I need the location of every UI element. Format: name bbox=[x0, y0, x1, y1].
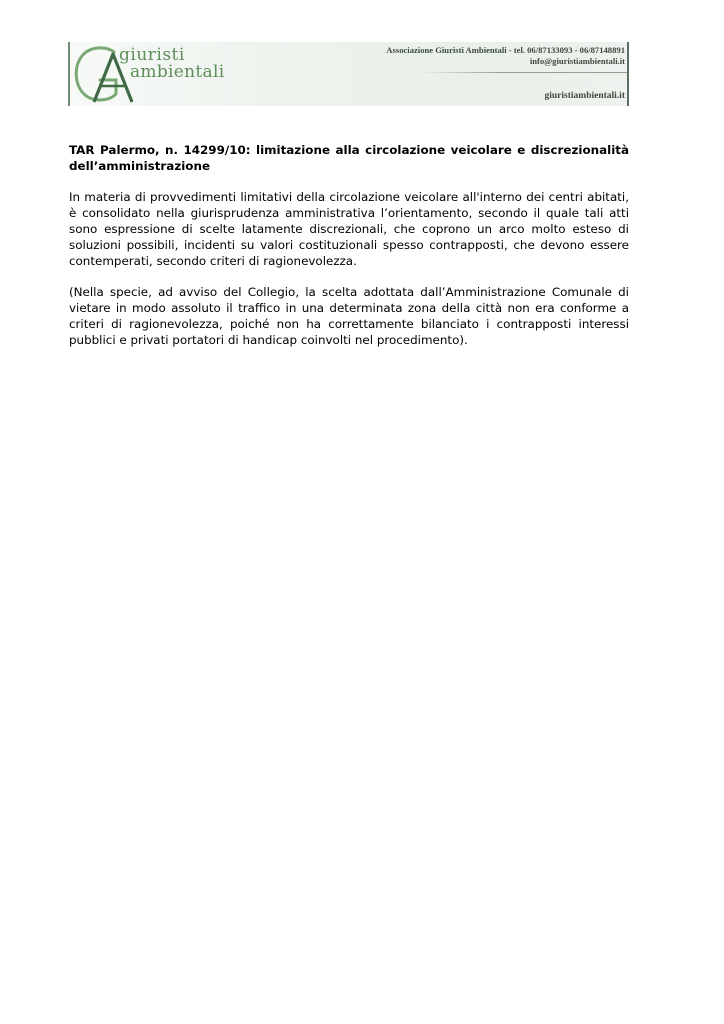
article-title: TAR Palermo, n. 14299/10: limitazione alla circolazione veicolare e discrezionalità dell’amministrazione bbox=[69, 143, 629, 173]
website-link: giuristiambientali.it bbox=[544, 91, 625, 101]
contact-block bbox=[386, 45, 625, 67]
article-paragraph: (Nella specie, ad avviso del Collegio, la scelta adottata dall’Amministrazione Comunale di vietare in modo assoluto il traffico in una determinata zona della città non era conforme a criteri di ragionevolezza, poiché non ha correttamente bilanciato i contrapposti interessi pubblici e privati portatori di handicap coinvolti nel procedimento). bbox=[69, 285, 629, 347]
contact-email: info@giuristiambientali.it bbox=[529, 56, 625, 66]
banner-right-rule bbox=[627, 42, 629, 106]
logo-word-giuristi: giuristi bbox=[119, 45, 185, 65]
contact-phone-line: Associazione Giuristi Ambientali - tel. 06/87133093 - 06/87148891 bbox=[386, 45, 625, 55]
logo-word-ambientali: ambientali bbox=[130, 62, 225, 82]
article-paragraph: In materia di provvedimenti limitativi della circolazione veicolare all'interno dei centri abitati, è consolidato nella giurisprudenza amministrativa l’orientamento, secondo il quale tali atti sono espressione di scelte latamente discrezionali, che coprono un arco molto esteso di soluzioni possibili, incidenti su valori costituzionali spesso contrapposti, che devono essere contemperati, secondo criteri di ragionevolezza. bbox=[69, 190, 629, 268]
banner-divider bbox=[420, 72, 629, 73]
article-body bbox=[69, 143, 629, 348]
letterhead-banner bbox=[68, 42, 629, 106]
association-logo bbox=[68, 42, 268, 106]
